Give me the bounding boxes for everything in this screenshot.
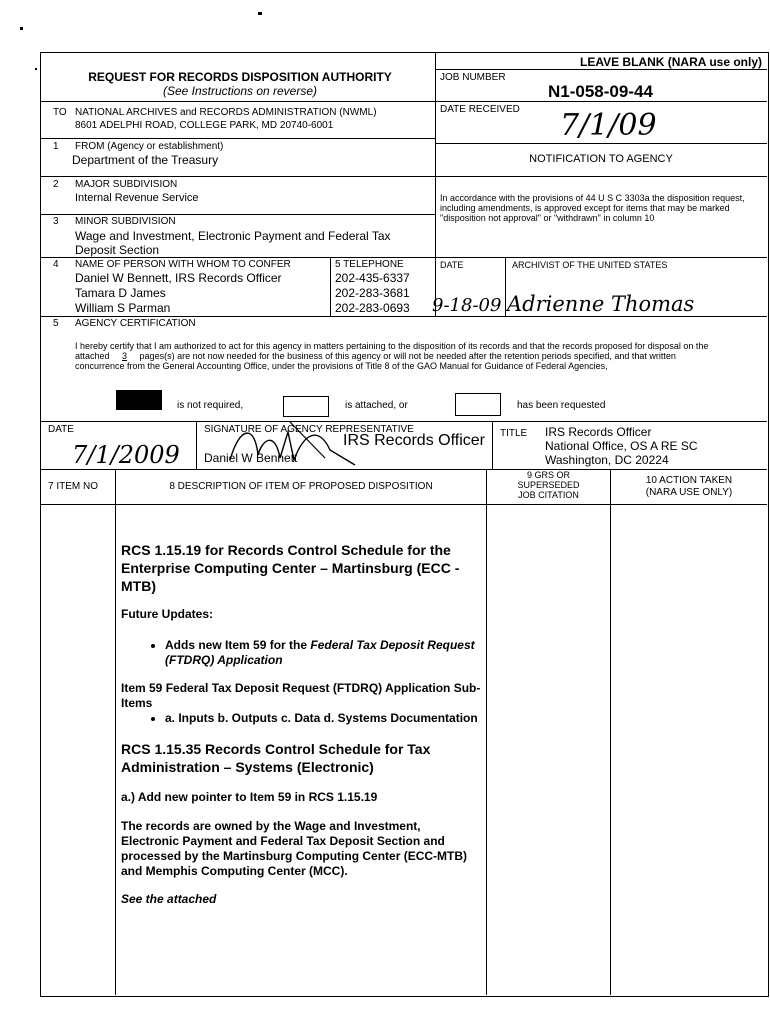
scan-speck (20, 27, 23, 30)
header-rule-1 (40, 101, 767, 102)
date-received-label: DATE RECEIVED (440, 104, 520, 115)
certification-text (75, 341, 715, 371)
ownership-text: The records are owned by the Wage and Investment, Electronic Payment and Federal Tax Deposit Section and processed by the Martinsburg Computing Center (ECC-MTB) and Memphis Computing Center (MCC). (121, 819, 468, 878)
agency-signature-scribble (220, 420, 370, 470)
contact-name-3: William S Parman (75, 301, 171, 315)
col-divider-desc (486, 469, 487, 995)
rule-before-columns (40, 469, 767, 470)
future-update-item (165, 638, 481, 668)
rule-before-contact (40, 257, 767, 258)
job-number: N1-058-09-44 (548, 82, 653, 101)
bullet1-italic: Federal Tax Deposit Request (FTDRQ) Application (165, 638, 475, 667)
attached-label: is attached, or (345, 400, 408, 411)
future-updates-list (121, 638, 481, 668)
requested-label: has been requested (517, 400, 606, 411)
col-divider-grs (610, 469, 611, 995)
title-line-1: IRS Records Officer (545, 425, 652, 439)
header-rule-2 (40, 138, 435, 139)
grs-header-line-1: 9 GRS OR (526, 470, 570, 480)
title-label: TITLE (500, 428, 528, 439)
telephone-label: 5 TELEPHONE (335, 259, 404, 270)
signature-date-value: 7/1/2009 (72, 441, 180, 469)
rule-after-columns (40, 504, 767, 505)
subitems-list (121, 711, 481, 726)
minor-value-2: Deposit Section (75, 243, 160, 257)
rule-before-signature (40, 421, 767, 422)
attached-checkbox[interactable] (283, 396, 329, 417)
approval-date-value: 9-18-09 (432, 295, 502, 316)
to-label: TO (53, 107, 67, 118)
item-no-header: 7 ITEM NO (48, 481, 99, 492)
signature-divider-2 (492, 421, 493, 469)
not-required-label: is not required, (177, 400, 244, 411)
certification-text-part2: pages(s) are not now needed for the business of this agency or will not be needed after the retention periods specified, and that written concurrence from the General Accounting Office, under the provisions of Title 8 of the GAO Manual for Guidance of Federal Agencies, (75, 351, 676, 371)
title-line-3: Washington, DC 20224 (545, 453, 669, 467)
certification-number: 5 (53, 318, 59, 329)
grs-header (487, 470, 610, 500)
minor-label: MINOR SUBDIVISION (75, 216, 176, 227)
major-number: 2 (53, 179, 59, 190)
header-rule-4 (40, 176, 767, 177)
contact-name-2: Tamara D James (75, 286, 166, 300)
heading-rcs-1-15-35: RCS 1.15.35 Records Control Schedule for Tax Administration – Systems (Electronic) (121, 741, 431, 775)
scan-speck (35, 68, 37, 70)
certification-text-part1: I hereby certify that I am authorized to act for this agency in matters pertaining to the disposition of its records and that the records proposed for disposal on the attached (75, 341, 709, 361)
signer-title-overlay: IRS Records Officer (343, 432, 485, 449)
grs-header-line-3: JOB CITATION (518, 490, 579, 500)
phone-divider (330, 257, 331, 316)
certification-pages: 3 (122, 351, 128, 361)
rule-before-certification (40, 316, 767, 317)
signature-divider-1 (196, 421, 197, 469)
job-number-label: JOB NUMBER (440, 72, 506, 83)
leave-blank-underline (435, 69, 767, 70)
minor-value-1: Wage and Investment, Electronic Payment and Federal Tax (75, 229, 391, 243)
to-line-1: NATIONAL ARCHIVES and RECORDS ADMINISTRATION (NWML) (75, 107, 377, 118)
heading-rcs-1-15-19: RCS 1.15.19 for Records Control Schedule for the Enterprise Computing Center – Martinsburg (ECC - MTB) (121, 542, 460, 594)
title-line-2: National Office, OS A RE SC (545, 439, 698, 453)
notification-label: NOTIFICATION TO AGENCY (529, 153, 673, 165)
approval-date-label: DATE (440, 260, 464, 270)
signer-name: Daniel W Bennett (204, 451, 298, 465)
contact-label: NAME OF PERSON WITH WHOM TO CONFER (75, 259, 291, 270)
col-divider-item (115, 469, 116, 995)
from-number: 1 (53, 141, 59, 152)
from-label: FROM (Agency or establishment) (75, 141, 224, 152)
grs-header-line-2: SUPERSEDED (517, 480, 580, 490)
action-header-line-2: (NARA USE ONLY) (645, 487, 733, 498)
action-header-line-1: 10 ACTION TAKEN (645, 475, 733, 486)
archivist-signature: Adrienne Thomas (507, 292, 695, 316)
signature-label: SIGNATURE OF AGENCY REPRESENTATIVE (204, 424, 414, 435)
major-label: MAJOR SUBDIVISION (75, 179, 178, 190)
rule-before-minor (40, 214, 435, 215)
certification-label: AGENCY CERTIFICATION (75, 318, 196, 329)
subitems-item: • a. Inputs b. Outputs c. Data d. Systems Documentation (165, 711, 481, 726)
future-updates-label: Future Updates: (121, 607, 214, 621)
form-subtitle: (See Instructions on reverse) (162, 84, 318, 98)
notification-text: In accordance with the provisions of 44 U S C 3303a the disposition request, including amendments, is approved except for items that may be marked "disposition not approval" or "withdrawn" in column 10 (440, 193, 745, 223)
description-header: 8 DESCRIPTION OF ITEM OF PROPOSED DISPOSITION (169, 481, 433, 492)
archivist-divider (505, 257, 506, 316)
not-required-checkbox[interactable] (116, 390, 162, 410)
from-value: Department of the Treasury (72, 153, 219, 167)
action-header (611, 475, 767, 499)
body-content (121, 541, 481, 907)
item59-heading: Item 59 Federal Tax Deposit Request (FTDRQ) Application Sub-Items (121, 681, 481, 710)
major-value: Internal Revenue Service (75, 192, 199, 204)
contact-phone-2: 202-283-3681 (335, 286, 410, 300)
scan-speck (258, 12, 262, 15)
see-attached-text: See the attached (121, 892, 217, 906)
to-line-2: 8601 ADELPHI ROAD, COLLEGE PARK, MD 20740-6001 (75, 120, 334, 131)
contact-phone-1: 202-435-6337 (335, 271, 410, 285)
pointer-text: a.) Add new pointer to Item 59 in RCS 1.15.19 (121, 790, 378, 804)
contact-name-1: Daniel W Bennett, IRS Records Officer (75, 271, 282, 285)
header-rule-3 (435, 143, 767, 144)
contact-number: 4 (53, 259, 59, 270)
archivist-label: ARCHIVIST OF THE UNITED STATES (512, 260, 668, 270)
bullet1-plain: Adds new Item 59 for the (165, 638, 311, 652)
signature-date-label: DATE (48, 424, 74, 435)
leave-blank-label: LEAVE BLANK (NARA use only) (579, 55, 762, 69)
contact-phone-3: 202-283-0693 (335, 301, 410, 315)
date-received-value: 7/1/09 (560, 108, 657, 143)
minor-number: 3 (53, 216, 59, 227)
form-title: REQUEST FOR RECORDS DISPOSITION AUTHORITY (88, 70, 392, 84)
requested-checkbox[interactable] (455, 393, 501, 416)
